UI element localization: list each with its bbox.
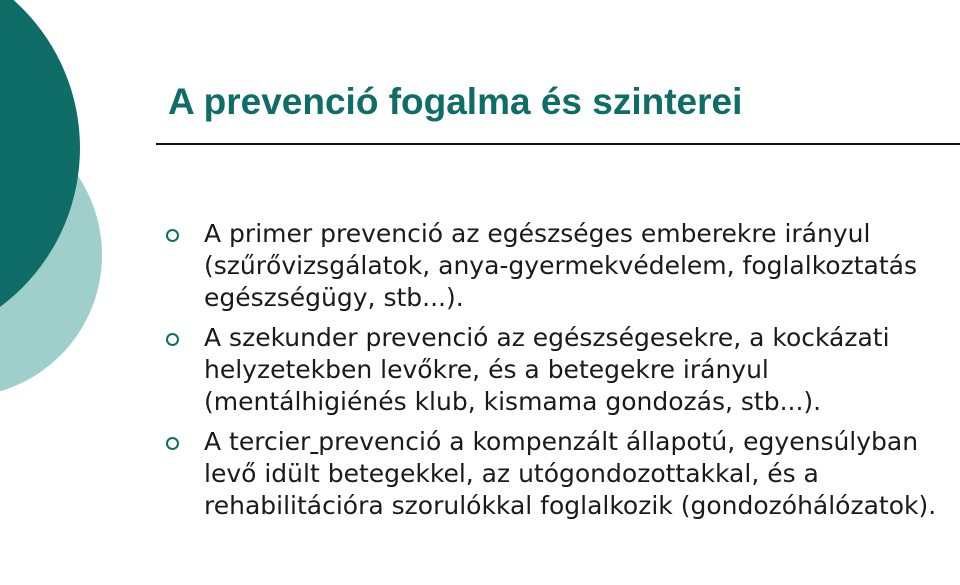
title-divider <box>156 143 960 145</box>
bullet-text-end: prevenció a kompenzált állapotú, egyensúlyban levő idült betegekkel, az utógondozottakkal, és a rehabilitációra szorulókkal foglalkozik (gondozóhálózatok). <box>204 427 937 520</box>
circle-bullet-icon <box>166 437 179 450</box>
bullet-tertiary-prevention <box>0 426 960 522</box>
bullet-list <box>0 218 960 530</box>
slide-title: A prevenció fogalma és szinterei <box>168 81 743 122</box>
bullet-text: A primer prevenció az egészséges emberekre irányul (szűrővizsgálatok, anya-gyermekvédelem, foglalkoztatás egészségügy, stb...). <box>204 219 917 312</box>
circle-bullet-icon <box>166 229 179 242</box>
bullet-text: A szekunder prevenció az egészségesekre, a kockázati helyzetekben levőkre, és a betegekre irányul (mentálhigiénés klub, kismama gondozás, stb...). <box>204 323 890 416</box>
circle-bullet-icon <box>166 333 179 346</box>
bullet-secondary-prevention <box>0 322 960 418</box>
bullet-text-start: A tercier <box>204 427 311 456</box>
bullet-primary-prevention <box>0 218 960 314</box>
